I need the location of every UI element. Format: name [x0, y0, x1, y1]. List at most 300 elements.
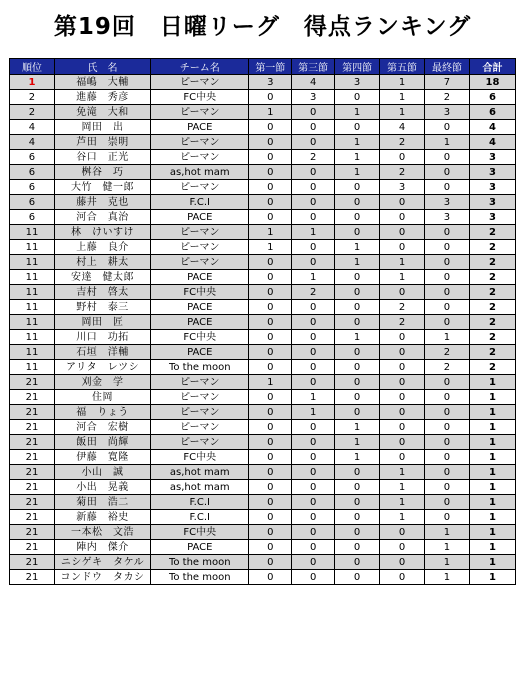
- table-row: [10, 495, 516, 510]
- cell-rank: 6: [10, 195, 55, 210]
- cell-section-5: 0: [380, 345, 425, 360]
- cell-section-3: 0: [292, 510, 335, 525]
- cell-rank: 21: [10, 465, 55, 480]
- cell-team: FC中央: [151, 285, 249, 300]
- cell-section-1: 0: [249, 90, 292, 105]
- cell-final-section: 0: [425, 225, 470, 240]
- table-row: [10, 180, 516, 195]
- cell-total: 1: [469, 465, 515, 480]
- cell-section-5: 0: [380, 555, 425, 570]
- cell-section-5: 0: [380, 435, 425, 450]
- table-row: [10, 255, 516, 270]
- cell-total: 1: [469, 540, 515, 555]
- cell-section-4: 0: [335, 345, 380, 360]
- cell-section-1: 0: [249, 345, 292, 360]
- cell-section-4: 0: [335, 525, 380, 540]
- cell-final-section: 2: [425, 360, 470, 375]
- cell-section-4: 1: [335, 150, 380, 165]
- cell-section-5: 1: [380, 510, 425, 525]
- cell-player-name: 福 りょう: [54, 405, 150, 420]
- table-row: [10, 540, 516, 555]
- cell-team: F.C.I: [151, 510, 249, 525]
- cell-section-3: 0: [292, 255, 335, 270]
- cell-team: as,hot mam: [151, 165, 249, 180]
- cell-total: 2: [469, 315, 515, 330]
- cell-team: ピーマン: [151, 240, 249, 255]
- cell-section-1: 1: [249, 105, 292, 120]
- table-row: [10, 570, 516, 585]
- table-row: [10, 120, 516, 135]
- table-row: [10, 480, 516, 495]
- cell-section-3: 0: [292, 435, 335, 450]
- cell-section-1: 0: [249, 165, 292, 180]
- cell-player-name: 福嶋 大輔: [54, 75, 150, 90]
- cell-player-name: 新藤 裕史: [54, 510, 150, 525]
- cell-player-name: 河合 宏樹: [54, 420, 150, 435]
- cell-rank: 2: [10, 90, 55, 105]
- table-row: [10, 555, 516, 570]
- cell-section-1: 0: [249, 480, 292, 495]
- table-row: [10, 390, 516, 405]
- cell-player-name: 小出 晃義: [54, 480, 150, 495]
- cell-rank: 6: [10, 150, 55, 165]
- header-section-5: 第五節: [380, 59, 425, 75]
- cell-rank: 4: [10, 135, 55, 150]
- cell-total: 1: [469, 495, 515, 510]
- cell-total: 2: [469, 225, 515, 240]
- cell-final-section: 0: [425, 255, 470, 270]
- header-section-3: 第三節: [292, 59, 335, 75]
- cell-section-4: 1: [335, 255, 380, 270]
- ranking-body: [10, 75, 516, 585]
- cell-section-5: 2: [380, 165, 425, 180]
- cell-total: 1: [469, 420, 515, 435]
- cell-rank: 21: [10, 570, 55, 585]
- cell-total: 4: [469, 135, 515, 150]
- cell-team: ピーマン: [151, 435, 249, 450]
- table-row: [10, 315, 516, 330]
- cell-section-4: 0: [335, 480, 380, 495]
- cell-team: ピーマン: [151, 105, 249, 120]
- cell-final-section: 0: [425, 285, 470, 300]
- cell-section-4: 0: [335, 315, 380, 330]
- cell-total: 2: [469, 255, 515, 270]
- cell-team: ピーマン: [151, 375, 249, 390]
- cell-final-section: 0: [425, 465, 470, 480]
- cell-section-1: 3: [249, 75, 292, 90]
- cell-player-name: 川口 功拓: [54, 330, 150, 345]
- cell-player-name: 石垣 洋輔: [54, 345, 150, 360]
- table-row: [10, 75, 516, 90]
- table-row: [10, 525, 516, 540]
- cell-section-3: 0: [292, 330, 335, 345]
- cell-team: PACE: [151, 270, 249, 285]
- cell-total: 2: [469, 240, 515, 255]
- cell-rank: 1: [10, 75, 55, 90]
- cell-section-3: 0: [292, 495, 335, 510]
- cell-section-5: 1: [380, 75, 425, 90]
- cell-team: PACE: [151, 315, 249, 330]
- cell-section-5: 0: [380, 450, 425, 465]
- cell-player-name: 芦田 崇明: [54, 135, 150, 150]
- cell-total: 3: [469, 150, 515, 165]
- cell-rank: 21: [10, 480, 55, 495]
- cell-section-4: 0: [335, 495, 380, 510]
- cell-section-4: 0: [335, 540, 380, 555]
- cell-section-5: 0: [380, 360, 425, 375]
- cell-final-section: 0: [425, 435, 470, 450]
- cell-section-3: 0: [292, 120, 335, 135]
- cell-player-name: 河合 真治: [54, 210, 150, 225]
- cell-section-1: 0: [249, 285, 292, 300]
- cell-section-3: 1: [292, 405, 335, 420]
- cell-section-1: 0: [249, 390, 292, 405]
- table-row: [10, 150, 516, 165]
- header-name: 氏 名: [54, 59, 150, 75]
- cell-section-3: 0: [292, 420, 335, 435]
- cell-section-5: 0: [380, 390, 425, 405]
- cell-player-name: 刈金 学: [54, 375, 150, 390]
- cell-section-5: 0: [380, 525, 425, 540]
- cell-section-4: 1: [335, 450, 380, 465]
- cell-total: 3: [469, 195, 515, 210]
- cell-section-1: 0: [249, 150, 292, 165]
- table-header-row: [10, 59, 516, 75]
- cell-section-4: 0: [335, 120, 380, 135]
- cell-section-1: 0: [249, 195, 292, 210]
- table-row: [10, 330, 516, 345]
- cell-team: PACE: [151, 540, 249, 555]
- table-row: [10, 195, 516, 210]
- cell-team: To the moon: [151, 555, 249, 570]
- cell-player-name: 安達 健太郎: [54, 270, 150, 285]
- cell-section-4: 1: [335, 105, 380, 120]
- cell-final-section: 2: [425, 345, 470, 360]
- cell-rank: 21: [10, 390, 55, 405]
- cell-section-3: 2: [292, 285, 335, 300]
- cell-team: F.C.I: [151, 495, 249, 510]
- cell-team: PACE: [151, 300, 249, 315]
- header-final-section: 最終節: [425, 59, 470, 75]
- cell-section-4: 1: [335, 165, 380, 180]
- cell-section-1: 0: [249, 210, 292, 225]
- cell-section-3: 0: [292, 480, 335, 495]
- cell-section-5: 2: [380, 135, 425, 150]
- cell-section-1: 0: [249, 510, 292, 525]
- cell-section-3: 0: [292, 135, 335, 150]
- cell-team: ピーマン: [151, 225, 249, 240]
- cell-section-5: 2: [380, 315, 425, 330]
- table-row: [10, 270, 516, 285]
- cell-section-3: 0: [292, 450, 335, 465]
- cell-section-3: 0: [292, 375, 335, 390]
- cell-section-1: 0: [249, 300, 292, 315]
- cell-section-3: 0: [292, 165, 335, 180]
- cell-team: To the moon: [151, 360, 249, 375]
- cell-section-5: 0: [380, 405, 425, 420]
- cell-total: 1: [469, 375, 515, 390]
- cell-section-3: 0: [292, 315, 335, 330]
- cell-section-4: 1: [335, 330, 380, 345]
- cell-player-name: 村上 耕太: [54, 255, 150, 270]
- cell-team: PACE: [151, 210, 249, 225]
- cell-final-section: 0: [425, 375, 470, 390]
- cell-team: FC中央: [151, 330, 249, 345]
- cell-section-4: 0: [335, 375, 380, 390]
- cell-team: F.C.I: [151, 195, 249, 210]
- cell-final-section: 0: [425, 180, 470, 195]
- cell-final-section: 0: [425, 480, 470, 495]
- cell-total: 2: [469, 285, 515, 300]
- cell-section-5: 0: [380, 150, 425, 165]
- cell-rank: 11: [10, 330, 55, 345]
- cell-section-4: 1: [335, 420, 380, 435]
- cell-player-name: 住岡: [54, 390, 150, 405]
- header-section-4: 第四節: [335, 59, 380, 75]
- table-row: [10, 90, 516, 105]
- cell-team: ピーマン: [151, 420, 249, 435]
- cell-section-4: 0: [335, 300, 380, 315]
- cell-total: 2: [469, 270, 515, 285]
- cell-section-3: 0: [292, 195, 335, 210]
- cell-team: ピーマン: [151, 255, 249, 270]
- cell-rank: 21: [10, 450, 55, 465]
- cell-section-1: 0: [249, 360, 292, 375]
- cell-total: 4: [469, 120, 515, 135]
- cell-player-name: 谷口 正光: [54, 150, 150, 165]
- cell-final-section: 0: [425, 405, 470, 420]
- cell-section-4: 0: [335, 360, 380, 375]
- cell-team: ピーマン: [151, 135, 249, 150]
- cell-rank: 11: [10, 360, 55, 375]
- cell-total: 1: [469, 435, 515, 450]
- ranking-table: [9, 58, 516, 585]
- cell-player-name: 岡田 匠: [54, 315, 150, 330]
- cell-section-1: 0: [249, 120, 292, 135]
- cell-team: To the moon: [151, 570, 249, 585]
- cell-section-1: 0: [249, 540, 292, 555]
- cell-section-3: 2: [292, 150, 335, 165]
- cell-team: as,hot mam: [151, 465, 249, 480]
- cell-section-3: 0: [292, 465, 335, 480]
- table-row: [10, 285, 516, 300]
- cell-section-4: 0: [335, 210, 380, 225]
- cell-section-3: 0: [292, 300, 335, 315]
- cell-player-name: 陣内 傑介: [54, 540, 150, 555]
- cell-player-name: 飯田 尚輝: [54, 435, 150, 450]
- cell-team: FC中央: [151, 90, 249, 105]
- cell-rank: 11: [10, 255, 55, 270]
- table-row: [10, 450, 516, 465]
- cell-section-1: 0: [249, 450, 292, 465]
- cell-section-3: 0: [292, 180, 335, 195]
- cell-final-section: 1: [425, 555, 470, 570]
- cell-section-4: 0: [335, 390, 380, 405]
- cell-rank: 11: [10, 285, 55, 300]
- cell-rank: 11: [10, 345, 55, 360]
- cell-final-section: 0: [425, 240, 470, 255]
- cell-total: 1: [469, 570, 515, 585]
- cell-section-5: 0: [380, 570, 425, 585]
- cell-section-4: 0: [335, 465, 380, 480]
- cell-section-5: 4: [380, 120, 425, 135]
- cell-section-3: 0: [292, 555, 335, 570]
- cell-final-section: 0: [425, 390, 470, 405]
- cell-player-name: 菊田 浩二: [54, 495, 150, 510]
- cell-team: ピーマン: [151, 150, 249, 165]
- cell-section-5: 2: [380, 300, 425, 315]
- cell-section-1: 0: [249, 525, 292, 540]
- cell-section-1: 0: [249, 570, 292, 585]
- cell-section-5: 3: [380, 180, 425, 195]
- cell-final-section: 2: [425, 90, 470, 105]
- cell-total: 1: [469, 405, 515, 420]
- cell-section-5: 0: [380, 225, 425, 240]
- cell-total: 1: [469, 510, 515, 525]
- cell-total: 2: [469, 345, 515, 360]
- cell-final-section: 0: [425, 420, 470, 435]
- cell-section-5: 1: [380, 255, 425, 270]
- cell-section-5: 1: [380, 105, 425, 120]
- table-row: [10, 210, 516, 225]
- cell-section-4: 0: [335, 180, 380, 195]
- table-row: [10, 510, 516, 525]
- cell-section-5: 0: [380, 240, 425, 255]
- cell-total: 18: [469, 75, 515, 90]
- cell-section-1: 0: [249, 555, 292, 570]
- cell-rank: 6: [10, 180, 55, 195]
- cell-player-name: 上藤 良介: [54, 240, 150, 255]
- cell-section-3: 1: [292, 225, 335, 240]
- table-row: [10, 465, 516, 480]
- cell-final-section: 0: [425, 495, 470, 510]
- table-row: [10, 345, 516, 360]
- cell-section-1: 1: [249, 375, 292, 390]
- cell-player-name: 小山 誠: [54, 465, 150, 480]
- cell-rank: 11: [10, 315, 55, 330]
- cell-team: ピーマン: [151, 390, 249, 405]
- cell-section-5: 0: [380, 195, 425, 210]
- cell-rank: 21: [10, 540, 55, 555]
- table-row: [10, 300, 516, 315]
- cell-section-4: 0: [335, 555, 380, 570]
- cell-player-name: 免滝 大和: [54, 105, 150, 120]
- cell-section-4: 0: [335, 570, 380, 585]
- cell-total: 2: [469, 300, 515, 315]
- cell-total: 3: [469, 210, 515, 225]
- cell-section-1: 0: [249, 135, 292, 150]
- cell-player-name: 進藤 秀彦: [54, 90, 150, 105]
- cell-rank: 21: [10, 405, 55, 420]
- cell-team: ピーマン: [151, 405, 249, 420]
- cell-section-5: 1: [380, 480, 425, 495]
- cell-section-3: 0: [292, 240, 335, 255]
- cell-final-section: 3: [425, 105, 470, 120]
- cell-final-section: 1: [425, 135, 470, 150]
- cell-final-section: 1: [425, 540, 470, 555]
- cell-player-name: 桝谷 巧: [54, 165, 150, 180]
- cell-section-4: 3: [335, 75, 380, 90]
- cell-section-1: 0: [249, 270, 292, 285]
- cell-section-1: 0: [249, 420, 292, 435]
- cell-section-4: 0: [335, 225, 380, 240]
- cell-team: as,hot mam: [151, 480, 249, 495]
- cell-rank: 6: [10, 210, 55, 225]
- cell-section-3: 3: [292, 90, 335, 105]
- cell-final-section: 0: [425, 315, 470, 330]
- cell-section-5: 1: [380, 465, 425, 480]
- cell-section-4: 1: [335, 135, 380, 150]
- cell-final-section: 1: [425, 525, 470, 540]
- cell-total: 6: [469, 105, 515, 120]
- cell-section-5: 0: [380, 540, 425, 555]
- table-row: [10, 405, 516, 420]
- cell-player-name: 藤井 克也: [54, 195, 150, 210]
- cell-rank: 21: [10, 525, 55, 540]
- cell-total: 1: [469, 480, 515, 495]
- cell-final-section: 3: [425, 210, 470, 225]
- cell-section-5: 0: [380, 285, 425, 300]
- cell-section-1: 0: [249, 465, 292, 480]
- cell-final-section: 0: [425, 450, 470, 465]
- cell-section-3: 0: [292, 540, 335, 555]
- cell-rank: 4: [10, 120, 55, 135]
- cell-team: ピーマン: [151, 180, 249, 195]
- cell-section-5: 0: [380, 210, 425, 225]
- cell-section-4: 0: [335, 510, 380, 525]
- cell-section-4: 0: [335, 405, 380, 420]
- cell-section-4: 0: [335, 285, 380, 300]
- cell-section-3: 1: [292, 270, 335, 285]
- cell-player-name: 吉村 啓太: [54, 285, 150, 300]
- cell-section-4: 1: [335, 240, 380, 255]
- cell-section-1: 0: [249, 255, 292, 270]
- cell-section-3: 0: [292, 570, 335, 585]
- cell-final-section: 1: [425, 570, 470, 585]
- cell-section-1: 0: [249, 405, 292, 420]
- cell-player-name: アリタ レツシ: [54, 360, 150, 375]
- cell-section-4: 0: [335, 270, 380, 285]
- cell-total: 1: [469, 390, 515, 405]
- cell-total: 1: [469, 450, 515, 465]
- cell-player-name: 大竹 健一郎: [54, 180, 150, 195]
- cell-rank: 21: [10, 435, 55, 450]
- cell-rank: 21: [10, 555, 55, 570]
- cell-player-name: コンドウ タカシ: [54, 570, 150, 585]
- cell-section-4: 0: [335, 195, 380, 210]
- page-title: 第19回 日曜リーグ 得点ランキング: [53, 14, 472, 40]
- header-total: 合計: [469, 59, 515, 75]
- cell-player-name: 岡田 出: [54, 120, 150, 135]
- table-row: [10, 435, 516, 450]
- cell-section-5: 0: [380, 375, 425, 390]
- cell-player-name: 伊藤 寛隆: [54, 450, 150, 465]
- cell-total: 3: [469, 165, 515, 180]
- cell-section-3: 0: [292, 525, 335, 540]
- cell-team: FC中央: [151, 525, 249, 540]
- table-row: [10, 225, 516, 240]
- table-row: [10, 420, 516, 435]
- cell-rank: 21: [10, 495, 55, 510]
- cell-section-4: 0: [335, 90, 380, 105]
- cell-rank: 21: [10, 375, 55, 390]
- cell-total: 6: [469, 90, 515, 105]
- cell-total: 1: [469, 525, 515, 540]
- cell-section-1: 0: [249, 435, 292, 450]
- cell-rank: 11: [10, 300, 55, 315]
- cell-section-5: 1: [380, 90, 425, 105]
- cell-rank: 11: [10, 270, 55, 285]
